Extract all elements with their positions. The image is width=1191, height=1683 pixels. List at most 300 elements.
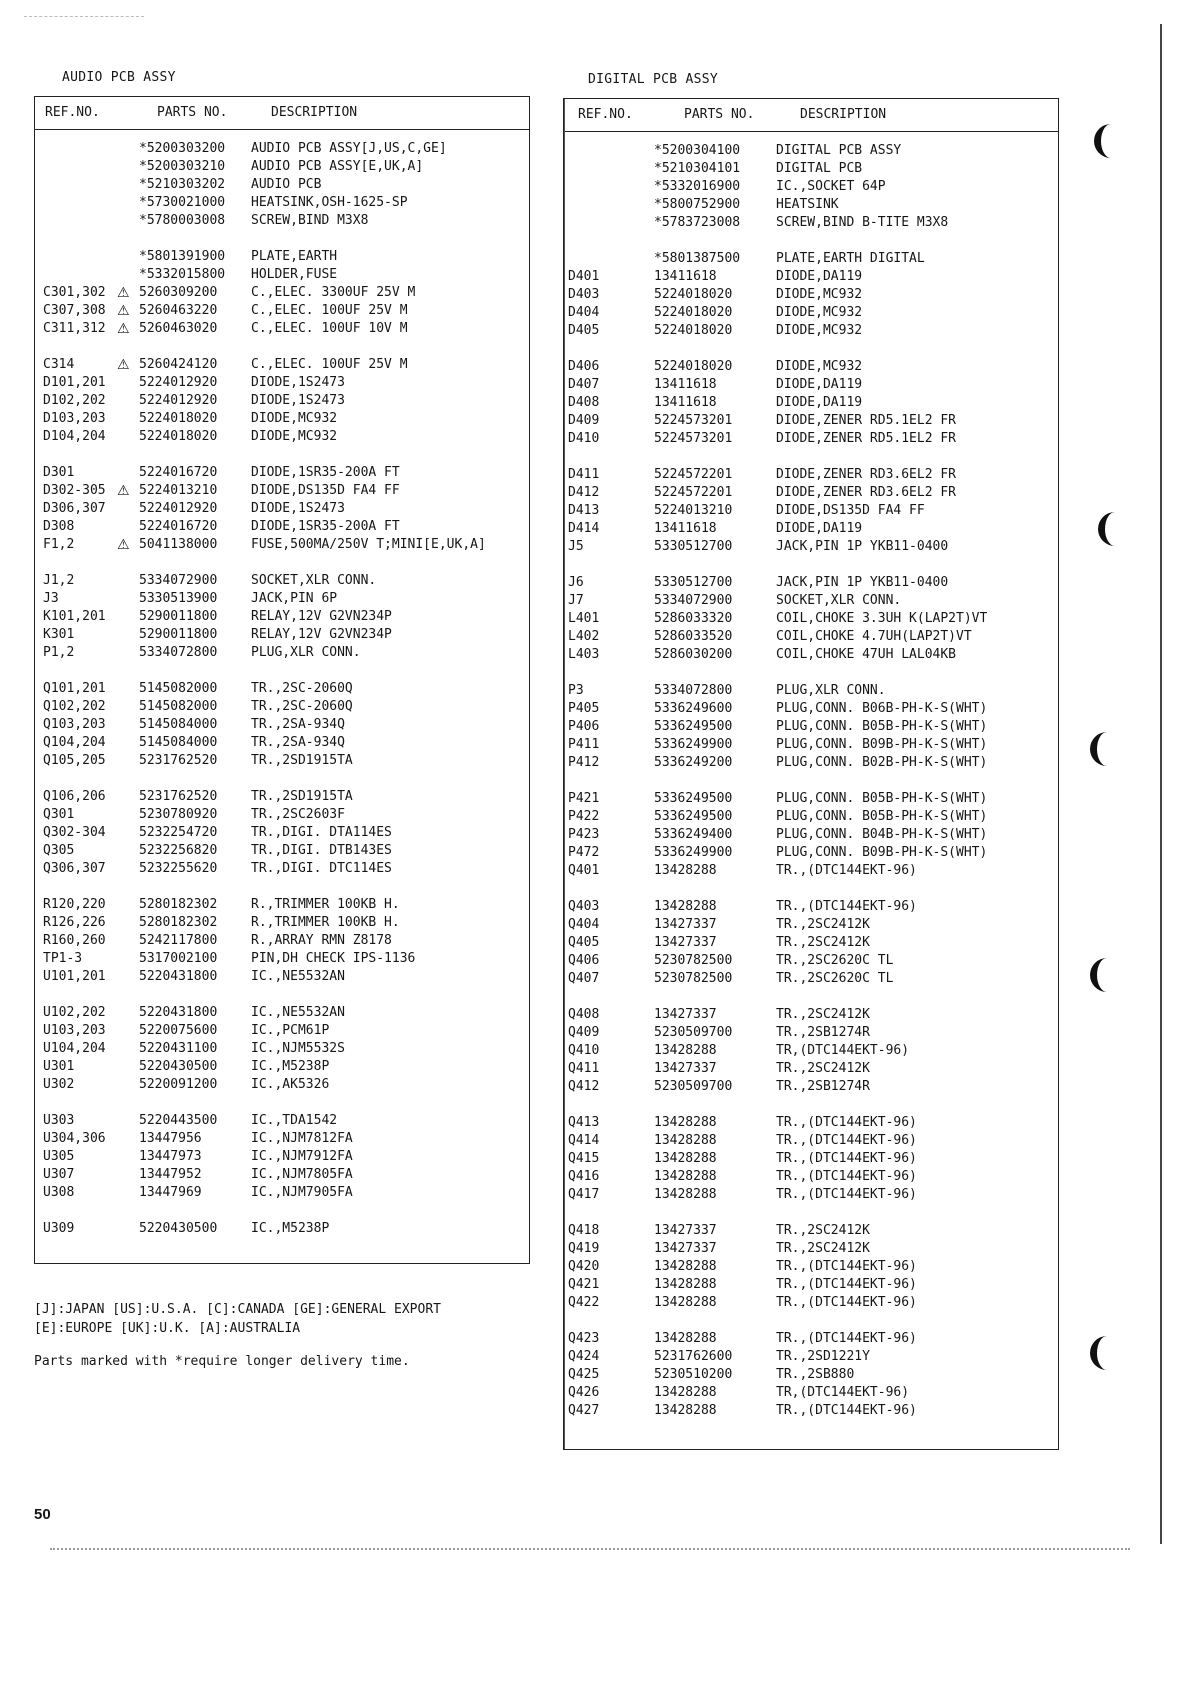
parts-no: 13428288 — [654, 1133, 717, 1148]
digital-section-title: DIGITAL PCB ASSY — [588, 72, 719, 87]
table-row — [564, 520, 1058, 538]
table-row — [564, 502, 1058, 520]
description: PLUG,CONN. B05B-PH-K-S(WHT) — [776, 719, 988, 734]
table-row — [35, 680, 529, 698]
description: R.,TRIMMER 100KB H. — [251, 915, 400, 930]
binder-hole-mark — [1090, 732, 1111, 766]
ref-no: Q421 — [568, 1277, 600, 1292]
table-row — [35, 194, 529, 212]
digital-row-group — [564, 682, 1058, 772]
ref-no: U305 — [43, 1149, 75, 1164]
parts-no: 13411618 — [654, 521, 717, 536]
parts-no: 5232255620 — [139, 861, 218, 876]
description: DIODE,DA119 — [776, 269, 863, 284]
description: SCREW,BIND M3X8 — [251, 213, 369, 228]
description: TR.,2SC2620C TL — [776, 971, 894, 986]
table-row — [564, 214, 1058, 232]
description: PLUG,CONN. B09B-PH-K-S(WHT) — [776, 737, 988, 752]
description: TR.,2SB880 — [776, 1367, 855, 1382]
description: DIODE,MC932 — [251, 429, 338, 444]
parts-no: 5290011800 — [139, 627, 218, 642]
parts-no: 13447973 — [139, 1149, 202, 1164]
audio-header-parts: PARTS NO. — [157, 105, 228, 120]
description: PLUG,CONN. B04B-PH-K-S(WHT) — [776, 827, 988, 842]
table-row — [564, 1402, 1058, 1420]
ref-no: D405 — [568, 323, 600, 338]
binder-hole-mark — [1094, 124, 1115, 158]
parts-no: 5230509700 — [654, 1025, 733, 1040]
ref-no: U308 — [43, 1185, 75, 1200]
ref-no: Q406 — [568, 953, 600, 968]
description: DIODE,MC932 — [776, 287, 863, 302]
table-row — [35, 464, 529, 482]
ref-no: P406 — [568, 719, 600, 734]
audio-row-group — [35, 140, 529, 230]
parts-no: 13428288 — [654, 899, 717, 914]
table-row — [564, 430, 1058, 448]
parts-no: 5224018020 — [139, 429, 218, 444]
description: TR.,2SB1274R — [776, 1025, 870, 1040]
table-row — [564, 790, 1058, 808]
table-row — [35, 914, 529, 932]
table-row — [564, 592, 1058, 610]
description: TR.,(DTC144EKT-96) — [776, 1403, 917, 1418]
table-row — [564, 718, 1058, 736]
page-edge-line — [1160, 24, 1162, 1544]
table-row — [564, 466, 1058, 484]
audio-header-ref: REF.NO. — [45, 105, 100, 120]
ref-no: Q408 — [568, 1007, 600, 1022]
table-row — [35, 572, 529, 590]
parts-no: 5334072900 — [139, 573, 218, 588]
parts-no: 5224016720 — [139, 519, 218, 534]
ref-no: U102,202 — [43, 1005, 106, 1020]
description: DIODE,DS135D FA4 FF — [776, 503, 925, 518]
description: IC.,PCM61P — [251, 1023, 330, 1038]
description: TR.,2SD1221Y — [776, 1349, 870, 1364]
table-row — [35, 698, 529, 716]
parts-no: 13427337 — [654, 1061, 717, 1076]
parts-no: 5330513900 — [139, 591, 218, 606]
parts-no: 5220430500 — [139, 1221, 218, 1236]
description: R.,ARRAY RMN Z8178 — [251, 933, 392, 948]
description: SOCKET,XLR CONN. — [251, 573, 377, 588]
ref-no: D414 — [568, 521, 600, 536]
parts-no: 5232254720 — [139, 825, 218, 840]
ref-no: F1,2 — [43, 537, 75, 552]
description: AUDIO PCB ASSY[J,US,C,GE] — [251, 141, 447, 156]
description: PLUG,XLR CONN. — [776, 683, 886, 698]
ref-no: D409 — [568, 413, 600, 428]
parts-no: 5220431800 — [139, 1005, 218, 1020]
description: DIODE,MC932 — [776, 305, 863, 320]
table-row — [564, 1024, 1058, 1042]
description: TR.,2SA-934Q — [251, 717, 345, 732]
parts-no: 5334072800 — [654, 683, 733, 698]
table-row — [35, 626, 529, 644]
table-row — [564, 1384, 1058, 1402]
ref-no: J6 — [568, 575, 584, 590]
table-row — [35, 860, 529, 878]
parts-no: 5224012920 — [139, 501, 218, 516]
description: DIODE,1SR35-200A FT — [251, 465, 400, 480]
table-row — [564, 628, 1058, 646]
ref-no: Q413 — [568, 1115, 600, 1130]
parts-no: 13427337 — [654, 1241, 717, 1256]
safety-warning-icon: ⚠ — [117, 321, 130, 337]
table-row — [564, 538, 1058, 556]
description: TR.,(DTC144EKT-96) — [776, 1151, 917, 1166]
table-row — [564, 250, 1058, 268]
description: TR.,(DTC144EKT-96) — [776, 863, 917, 878]
ref-no: J5 — [568, 539, 584, 554]
digital-table-header — [564, 99, 1058, 132]
table-row — [564, 1258, 1058, 1276]
table-row — [564, 1132, 1058, 1150]
parts-no: *5783723008 — [654, 215, 741, 230]
page-number: 50 — [34, 1506, 51, 1523]
ref-no: Q411 — [568, 1061, 600, 1076]
table-row — [564, 1168, 1058, 1186]
table-row — [35, 1112, 529, 1130]
digital-row-group — [564, 1222, 1058, 1312]
parts-no: 5260309200 — [139, 285, 218, 300]
digital-row-group — [564, 466, 1058, 556]
parts-no: 13411618 — [654, 269, 717, 284]
parts-no: 5231762520 — [139, 753, 218, 768]
description: DIODE,1S2473 — [251, 375, 345, 390]
description: TR.,2SC2620C TL — [776, 953, 894, 968]
parts-no: 13427337 — [654, 917, 717, 932]
table-row — [35, 158, 529, 176]
ref-no: Q410 — [568, 1043, 600, 1058]
parts-no: 5145084000 — [139, 735, 218, 750]
description: COIL,CHOKE 3.3UH K(LAP2T)VT — [776, 611, 988, 626]
audio-row-group — [35, 1112, 529, 1202]
description: FUSE,500MA/250V T;MINI[E,UK,A] — [251, 537, 486, 552]
parts-no: 5336249500 — [654, 791, 733, 806]
ref-no: D404 — [568, 305, 600, 320]
ref-no: P423 — [568, 827, 600, 842]
description: DIODE,ZENER RD5.1EL2 FR — [776, 413, 957, 428]
parts-no: 13428288 — [654, 1259, 717, 1274]
parts-no: 13428288 — [654, 1277, 717, 1292]
parts-no: *5332016900 — [654, 179, 741, 194]
parts-no: 5224012920 — [139, 375, 218, 390]
audio-table-header — [35, 97, 529, 130]
parts-no: 5224573201 — [654, 431, 733, 446]
description: DIODE,MC932 — [776, 323, 863, 338]
description: SOCKET,XLR CONN. — [776, 593, 902, 608]
table-row — [564, 304, 1058, 322]
parts-no: 5334072900 — [654, 593, 733, 608]
audio-row-group — [35, 788, 529, 878]
table-row — [564, 178, 1058, 196]
parts-no: 5231762600 — [654, 1349, 733, 1364]
parts-no: 5286033320 — [654, 611, 733, 626]
parts-no: 5224013210 — [654, 503, 733, 518]
table-row — [35, 734, 529, 752]
ref-no: P3 — [568, 683, 584, 698]
description: DIODE,DA119 — [776, 377, 863, 392]
table-row — [35, 1076, 529, 1094]
ref-no: Q404 — [568, 917, 600, 932]
table-row — [35, 644, 529, 662]
table-row — [564, 1114, 1058, 1132]
binder-hole-mark — [1090, 1336, 1111, 1370]
digital-row-group — [564, 250, 1058, 340]
digital-parts-table — [563, 98, 1059, 1450]
ref-no: P422 — [568, 809, 600, 824]
description: TR.,(DTC144EKT-96) — [776, 1277, 917, 1292]
ref-no: L402 — [568, 629, 600, 644]
ref-no: Q106,206 — [43, 789, 106, 804]
table-row — [564, 916, 1058, 934]
ref-no: D104,204 — [43, 429, 106, 444]
table-row — [35, 266, 529, 284]
ref-no: Q403 — [568, 899, 600, 914]
description: TR.,2SD1915TA — [251, 753, 353, 768]
ref-no: Q426 — [568, 1385, 600, 1400]
parts-no: 5242117800 — [139, 933, 218, 948]
description: TR.,DIGI. DTB143ES — [251, 843, 392, 858]
description: IC.,M5238P — [251, 1059, 330, 1074]
parts-no: 5260463220 — [139, 303, 218, 318]
parts-no: 5231762520 — [139, 789, 218, 804]
parts-no: 5230510200 — [654, 1367, 733, 1382]
table-row — [564, 952, 1058, 970]
ref-no: P421 — [568, 791, 600, 806]
description: C.,ELEC. 3300UF 25V M — [251, 285, 416, 300]
ref-no: K301 — [43, 627, 75, 642]
parts-no: 5224012920 — [139, 393, 218, 408]
parts-no: 13428288 — [654, 1295, 717, 1310]
ref-no: D301 — [43, 465, 75, 480]
ref-no: Q401 — [568, 863, 600, 878]
parts-no: 5220431800 — [139, 969, 218, 984]
description: COIL,CHOKE 47UH LAL04KB — [776, 647, 957, 662]
description: IC.,NJM7812FA — [251, 1131, 353, 1146]
table-row — [35, 932, 529, 950]
description: PLUG,CONN. B05B-PH-K-S(WHT) — [776, 809, 988, 824]
parts-no: 5260424120 — [139, 357, 218, 372]
table-row — [564, 898, 1058, 916]
description: TR.,(DTC144EKT-96) — [776, 1259, 917, 1274]
audio-parts-table — [34, 96, 530, 1264]
description: RELAY,12V G2VN234P — [251, 627, 392, 642]
description: TR.,(DTC144EKT-96) — [776, 1295, 917, 1310]
description: IC.,AK5326 — [251, 1077, 330, 1092]
parts-no: 5145082000 — [139, 681, 218, 696]
ref-no: U307 — [43, 1167, 75, 1182]
ref-no: C311,312 — [43, 321, 106, 336]
table-row — [35, 392, 529, 410]
description: TR.,(DTC144EKT-96) — [776, 899, 917, 914]
table-row — [564, 394, 1058, 412]
description: TR.,(DTC144EKT-96) — [776, 1115, 917, 1130]
description: TR,(DTC144EKT-96) — [776, 1385, 910, 1400]
description: DIODE,1SR35-200A FT — [251, 519, 400, 534]
ref-no: D407 — [568, 377, 600, 392]
ref-no: P1,2 — [43, 645, 75, 660]
parts-no: 5336249400 — [654, 827, 733, 842]
parts-no: 5224572201 — [654, 485, 733, 500]
parts-no: 5336249200 — [654, 755, 733, 770]
table-row — [35, 1130, 529, 1148]
description: DIODE,DS135D FA4 FF — [251, 483, 400, 498]
table-row — [35, 482, 529, 500]
ref-no: C307,308 — [43, 303, 106, 318]
parts-no: 5330512700 — [654, 539, 733, 554]
parts-no: 5224013210 — [139, 483, 218, 498]
parts-no: *5200304100 — [654, 143, 741, 158]
ref-no: Q425 — [568, 1367, 600, 1382]
description: DIGITAL PCB — [776, 161, 863, 176]
description: IC.,NJM7912FA — [251, 1149, 353, 1164]
audio-row-group — [35, 572, 529, 662]
description: PLUG,CONN. B05B-PH-K-S(WHT) — [776, 791, 988, 806]
table-row — [564, 808, 1058, 826]
table-row — [564, 1330, 1058, 1348]
parts-no: 5145084000 — [139, 717, 218, 732]
digital-row-group — [564, 142, 1058, 232]
table-row — [564, 844, 1058, 862]
table-row — [35, 824, 529, 842]
ref-no: Q419 — [568, 1241, 600, 1256]
description: DIODE,ZENER RD5.1EL2 FR — [776, 431, 957, 446]
parts-no: 5317002100 — [139, 951, 218, 966]
digital-row-group — [564, 574, 1058, 664]
parts-no: 5336249500 — [654, 809, 733, 824]
description: PLUG,XLR CONN. — [251, 645, 361, 660]
ref-no: D102,202 — [43, 393, 106, 408]
description: DIODE,MC932 — [776, 359, 863, 374]
table-row — [35, 356, 529, 374]
table-row — [35, 842, 529, 860]
table-row — [564, 286, 1058, 304]
ref-no: J1,2 — [43, 573, 75, 588]
region-legend-line-2: [E]:EUROPE [UK]:U.K. [A]:AUSTRALIA — [34, 1321, 301, 1336]
audio-row-group — [35, 1220, 529, 1238]
parts-no: 5230782500 — [654, 953, 733, 968]
description: HEATSINK,OSH-1625-SP — [251, 195, 408, 210]
parts-no: 5224016720 — [139, 465, 218, 480]
table-row — [35, 1184, 529, 1202]
safety-warning-icon: ⚠ — [117, 303, 130, 319]
parts-no: 5232256820 — [139, 843, 218, 858]
description: TR.,2SB1274R — [776, 1079, 870, 1094]
description: IC.,TDA1542 — [251, 1113, 338, 1128]
ref-no: P472 — [568, 845, 600, 860]
table-row — [35, 212, 529, 230]
description: TR.,2SC2412K — [776, 935, 870, 950]
parts-no: 5286033520 — [654, 629, 733, 644]
table-row — [564, 1276, 1058, 1294]
parts-no: 13428288 — [654, 1187, 717, 1202]
parts-no: *5332015800 — [139, 267, 226, 282]
parts-no: 13428288 — [654, 863, 717, 878]
binder-hole-mark — [1090, 958, 1111, 992]
table-row — [564, 970, 1058, 988]
table-row — [564, 736, 1058, 754]
parts-no: 5286030200 — [654, 647, 733, 662]
description: AUDIO PCB ASSY[E,UK,A] — [251, 159, 424, 174]
ref-no: U309 — [43, 1221, 75, 1236]
ref-no: Q102,202 — [43, 699, 106, 714]
table-row — [564, 1078, 1058, 1096]
table-row — [564, 1006, 1058, 1024]
description: DIODE,1S2473 — [251, 501, 345, 516]
ref-no: Q415 — [568, 1151, 600, 1166]
ref-no: U303 — [43, 1113, 75, 1128]
audio-section-title: AUDIO PCB ASSY — [62, 70, 176, 85]
ref-no: Q422 — [568, 1295, 600, 1310]
audio-row-group — [35, 464, 529, 554]
ref-no: D306,307 — [43, 501, 106, 516]
table-row — [35, 1166, 529, 1184]
ref-no: U104,204 — [43, 1041, 106, 1056]
ref-no: D401 — [568, 269, 600, 284]
parts-no: 13411618 — [654, 377, 717, 392]
description: DIODE,DA119 — [776, 521, 863, 536]
table-row — [564, 700, 1058, 718]
parts-no: 5280182302 — [139, 897, 218, 912]
description: DIGITAL PCB ASSY — [776, 143, 902, 158]
parts-no: 5230509700 — [654, 1079, 733, 1094]
description: IC.,SOCKET 64P — [776, 179, 886, 194]
parts-no: 5336249500 — [654, 719, 733, 734]
ref-no: Q417 — [568, 1187, 600, 1202]
table-row — [564, 1150, 1058, 1168]
description: C.,ELEC. 100UF 10V M — [251, 321, 408, 336]
table-row — [35, 428, 529, 446]
parts-no: 5220075600 — [139, 1023, 218, 1038]
digital-header-parts: PARTS NO. — [684, 107, 755, 122]
safety-warning-icon: ⚠ — [117, 483, 130, 499]
parts-no: 13428288 — [654, 1115, 717, 1130]
description: IC.,NE5532AN — [251, 1005, 345, 1020]
description: AUDIO PCB — [251, 177, 322, 192]
ref-no: J3 — [43, 591, 59, 606]
parts-no: 13427337 — [654, 1007, 717, 1022]
description: JACK,PIN 1P YKB11-0400 — [776, 539, 949, 554]
table-row — [35, 320, 529, 338]
table-row — [564, 754, 1058, 772]
description: TR.,2SA-934Q — [251, 735, 345, 750]
ref-no: Q407 — [568, 971, 600, 986]
digital-header-ref: REF.NO. — [578, 107, 633, 122]
ref-no: Q424 — [568, 1349, 600, 1364]
ref-no: TP1-3 — [43, 951, 83, 966]
table-row — [35, 1220, 529, 1238]
ref-no: Q104,204 — [43, 735, 106, 750]
parts-no: 5330512700 — [654, 575, 733, 590]
ref-no: P405 — [568, 701, 600, 716]
parts-no: 5230782500 — [654, 971, 733, 986]
description: RELAY,12V G2VN234P — [251, 609, 392, 624]
table-row — [564, 862, 1058, 880]
description: HOLDER,FUSE — [251, 267, 338, 282]
ref-no: Q416 — [568, 1169, 600, 1184]
table-row — [564, 682, 1058, 700]
ref-no: Q103,203 — [43, 717, 106, 732]
description: TR.,(DTC144EKT-96) — [776, 1187, 917, 1202]
safety-warning-icon: ⚠ — [117, 285, 130, 301]
parts-no: 13447969 — [139, 1185, 202, 1200]
parts-no: *5800752900 — [654, 197, 741, 212]
audio-row-group — [35, 1004, 529, 1094]
table-row — [35, 608, 529, 626]
